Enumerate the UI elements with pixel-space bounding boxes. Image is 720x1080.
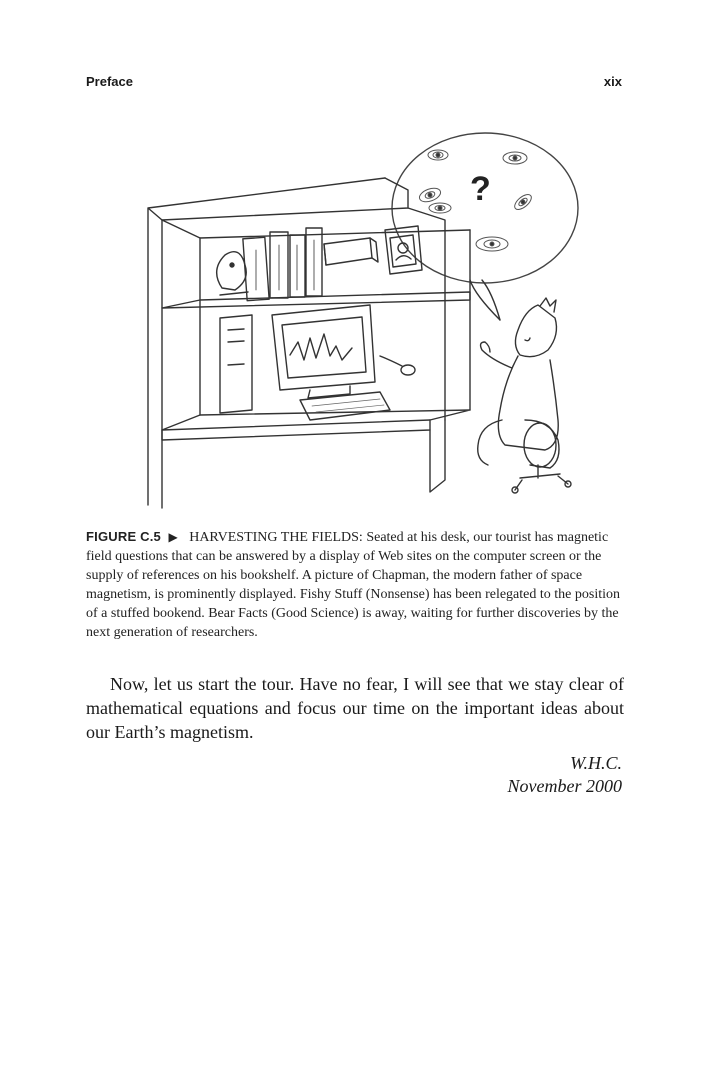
computer-monitor bbox=[272, 305, 375, 398]
thought-bubble bbox=[392, 133, 578, 283]
caption-text: HARVESTING THE FIELDS: Seated at his desk, our tourist has magnetic field questions that can be answered by a display of Web sites on the computer screen or the supply of references on his bookshelf. A picture of Chapman, the modern father of space magnetism, is prominently displayed. Fishy Stuff (Nonsense) has been relegated to the position of a stuffed bookend. Bear Facts (Good Science) is away, waiting for further discoveries by the next generation of researchers. bbox=[86, 530, 620, 640]
signature-date: November 2000 bbox=[507, 776, 622, 796]
figure-caption bbox=[86, 527, 626, 642]
caption-arrow-icon: ▶ bbox=[168, 530, 178, 544]
page-number: xix bbox=[603, 74, 622, 89]
running-head bbox=[86, 74, 622, 94]
running-head-title: Preface bbox=[86, 74, 133, 89]
tourist-figure bbox=[478, 298, 571, 493]
book-stack bbox=[243, 228, 378, 301]
shelf bbox=[162, 292, 470, 308]
figure-label: FIGURE C.5 bbox=[86, 529, 161, 544]
computer-tower bbox=[220, 315, 252, 413]
figure-illustration bbox=[140, 120, 580, 510]
mouse bbox=[401, 365, 415, 375]
body-paragraph: Now, let us start the tour. Have no fear, I will see that we stay clear of mathematical equations and focus our time on the important ideas about our Earth’s magnetism. bbox=[86, 674, 624, 742]
bookcase-frame bbox=[148, 178, 385, 508]
author-initials: W.H.C. bbox=[570, 753, 622, 773]
signature-block bbox=[508, 752, 622, 798]
question-mark: ? bbox=[470, 170, 491, 208]
desk-illustration bbox=[140, 120, 580, 510]
fish-bookend bbox=[217, 252, 248, 295]
chapman-picture bbox=[385, 226, 422, 274]
bubble-tail bbox=[470, 280, 500, 320]
